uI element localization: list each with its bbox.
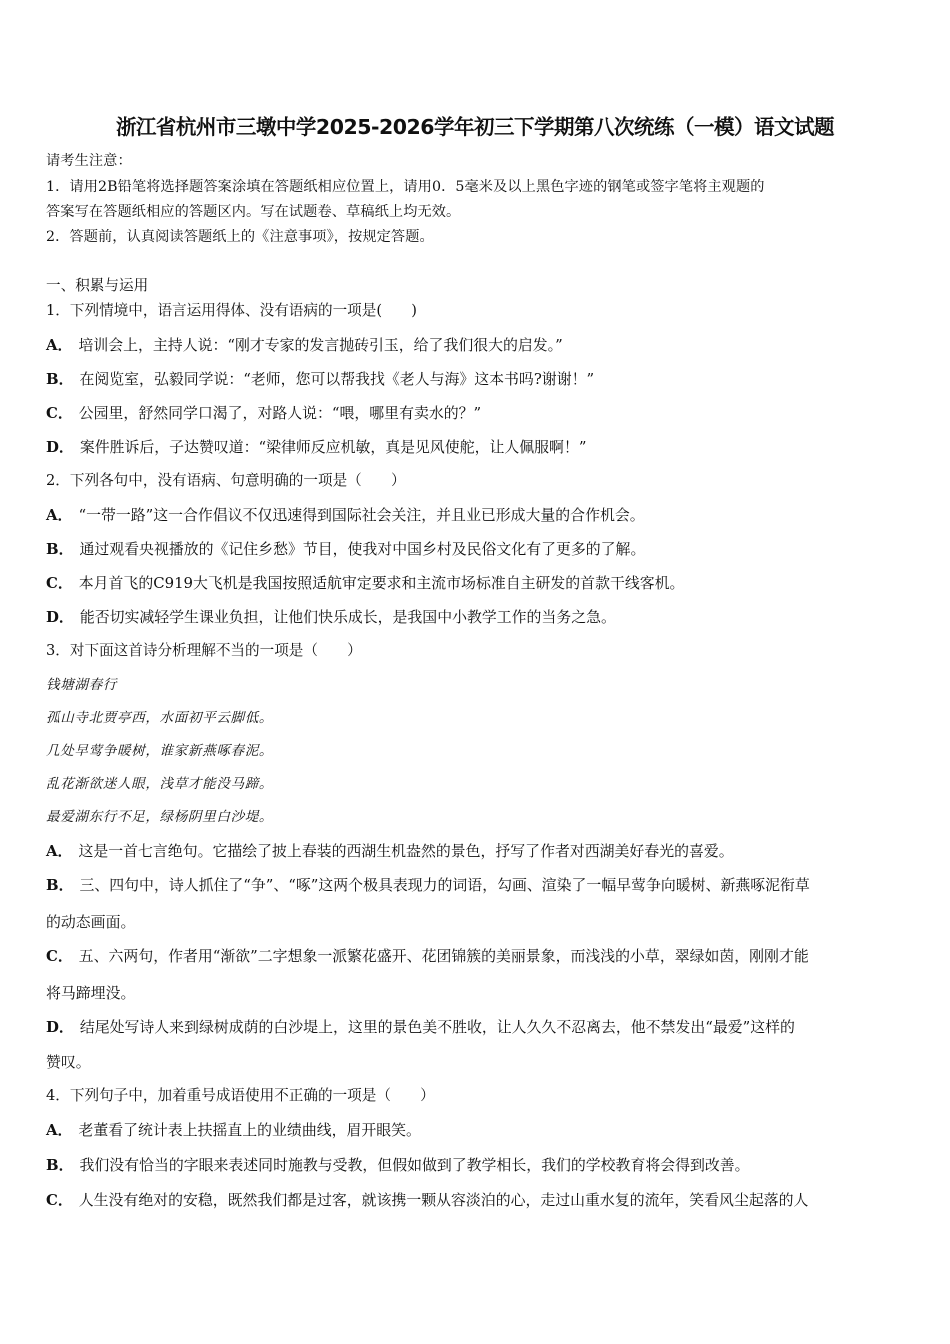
- option-text: 在阅览室，弘毅同学说：“老师，您可以帮我找《老人与海》这本书吗?谢谢！”: [79, 370, 595, 388]
- option-text: 能否切实减轻学生课业负担，让他们快乐成长，是我国中小教学工作的当务之急。: [79, 608, 616, 626]
- poem-line-2: 几处早莺争暖树，谁家新燕啄春泥。: [46, 743, 274, 759]
- option-text: 结尾处写诗人来到绿树成荫的白沙堤上，这里的景色美不胜收，让人久久不忍离去，他不禁发出“最爱”这样的: [79, 1018, 795, 1036]
- option-text: 三、四句中，诗人抓住了“争”、“啄”这两个极具表现力的词语，勾画、渲染了一幅早莺争向暖树、新燕啄泥衔草: [79, 876, 810, 894]
- poem-title: 钱塘湖春行: [46, 677, 117, 693]
- option-label: D．: [46, 438, 74, 456]
- option-text: 本月首飞的C919大飞机是我国按照适航审定要求和主流市场标准自主研发的首款干线客机。: [78, 574, 685, 592]
- option-label: B．: [46, 876, 74, 894]
- option-text: 案件胜诉后，子达赞叹道：“梁律师反应机敏，真是见风使舵，让人佩服啊！”: [79, 438, 587, 456]
- question-2-option-c: [46, 573, 684, 593]
- poem-line-4: 最爱湖东行不足，绿杨阴里白沙堤。: [46, 809, 274, 825]
- option-label: C．: [46, 404, 73, 422]
- section-heading: 一、积累与运用: [46, 277, 149, 294]
- option-label: D．: [46, 608, 74, 626]
- option-text: 这是一首七言绝句。它描绘了披上春装的西湖生机盎然的景色，抒写了作者对西湖美好春光的喜爱。: [78, 842, 734, 860]
- option-label: D．: [46, 1018, 74, 1036]
- option-label: C．: [46, 1191, 73, 1209]
- question-4-option-a: [46, 1120, 421, 1140]
- exam-title: 浙江省杭州市三墩中学2025-2026学年初三下学期第八次统练（一模）语文试题: [115, 115, 835, 139]
- question-1-stem: 1．下列情境中，语言运用得体、没有语病的一项是( ): [46, 302, 417, 319]
- option-text: 人生没有绝对的安稳，既然我们都是过客，就该携一颗从容淡泊的心，走过山重水复的流年，笑看风尘起落的人: [78, 1191, 809, 1209]
- option-label: A．: [46, 336, 73, 354]
- question-1-option-d: [46, 437, 586, 457]
- question-3-option-c-cont: 将马蹄埋没。: [46, 984, 136, 1002]
- question-3-option-d: [46, 1017, 795, 1037]
- option-text: 通过观看央视播放的《记住乡愁》节目，使我对中国乡村及民俗文化有了更多的了解。: [79, 540, 646, 558]
- option-text: 公园里，舒然同学口渴了，对路人说：“喂，哪里有卖水的？”: [78, 404, 482, 422]
- question-4-stem: 4．下列句子中，加着重号成语使用不正确的一项是（ ）: [46, 1087, 435, 1104]
- question-3-option-d-cont: 赞叹。: [46, 1053, 91, 1071]
- option-label: A．: [46, 506, 73, 524]
- poem-line-3: 乱花渐欲迷人眼，浅草才能没马蹄。: [46, 776, 274, 792]
- question-2-stem: 2．下列各句中，没有语病、句意明确的一项是（ ）: [46, 472, 406, 489]
- option-label: B．: [46, 540, 74, 558]
- option-label: A．: [46, 1121, 73, 1139]
- question-1-option-c: [46, 403, 481, 423]
- option-label: B．: [46, 370, 74, 388]
- question-2-option-d: [46, 607, 616, 627]
- question-3-stem: 3．对下面这首诗分析理解不当的一项是（ ）: [46, 642, 362, 659]
- poem-line-1: 孤山寺北贾亭西，水面初平云脚低。: [46, 710, 274, 726]
- question-3-option-a: [46, 841, 734, 861]
- option-label: B．: [46, 1156, 74, 1174]
- question-4-option-c: [46, 1190, 808, 1210]
- question-2-option-a: [46, 505, 645, 525]
- option-text: 五、六两句，作者用“渐欲”二字想象一派繁花盛开、花团锦簇的美丽景象，而浅浅的小草，翠绿如茵，刚刚才能: [78, 947, 809, 965]
- option-text: 培训会上，主持人说：“刚才专家的发言抛砖引玉，给了我们很大的启发。”: [78, 336, 563, 354]
- option-text: “一带一路”这一合作倡议不仅迅速得到国际社会关注，并且业已形成大量的合作机会。: [78, 506, 645, 524]
- question-3-option-c: [46, 946, 809, 966]
- option-label: C．: [46, 574, 73, 592]
- notice-item-2: 2．答题前，认真阅读答题纸上的《注意事项》，按规定答题。: [46, 229, 434, 245]
- question-1-option-a: [46, 335, 563, 355]
- question-3-option-b: [46, 875, 810, 895]
- option-text: 老董看了统计表上扶摇直上的业绩曲线，眉开眼笑。: [78, 1121, 421, 1139]
- option-text: 我们没有恰当的字眼来表述同时施教与受教，但假如做到了教学相长，我们的学校教育将会得到改善。: [79, 1156, 750, 1174]
- option-label: A．: [46, 842, 73, 860]
- question-3-option-b-cont: 的动态画面。: [46, 913, 136, 931]
- question-1-option-b: [46, 369, 594, 389]
- option-label: C．: [46, 947, 73, 965]
- notice-heading: 请考生注意：: [46, 153, 132, 169]
- question-4-option-b: [46, 1155, 750, 1175]
- notice-item-1-cont: 答案写在答题纸相应的答题区内。写在试题卷、草稿纸上均无效。: [46, 204, 461, 220]
- question-2-option-b: [46, 539, 645, 559]
- notice-item-1: 1．请用2B铅笔将选择题答案涂填在答题纸相应位置上，请用0．5毫米及以上黑色字迹的钢笔或签字笔将主观题的: [46, 179, 765, 195]
